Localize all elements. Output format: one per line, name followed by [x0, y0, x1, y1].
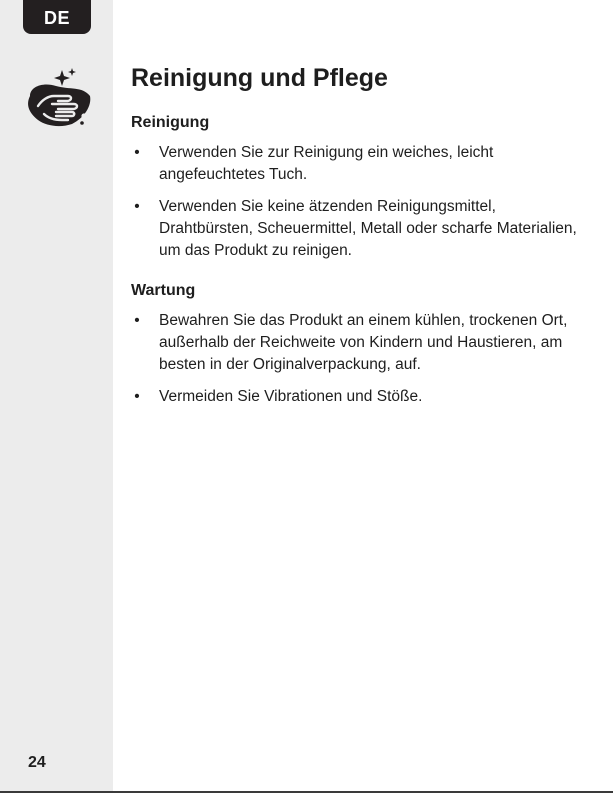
reinigung-list	[131, 142, 591, 262]
page-title: Reinigung und Pflege	[131, 64, 388, 92]
bullet-icon: •	[134, 312, 140, 329]
list-item	[131, 142, 591, 186]
list-item	[131, 310, 591, 376]
list-item	[131, 386, 591, 408]
bullet-icon: •	[134, 144, 140, 161]
bullet-icon: •	[134, 198, 140, 215]
list-item-text: Bewahren Sie das Produkt an einem kühlen, trockenen Ort, außerhalb der Reichweite von Kindern und Haustieren, am besten in der Originalverpackung, auf.	[159, 312, 568, 373]
list-item-text: Vermeiden Sie Vibrationen und Stöße.	[159, 388, 423, 405]
cleaning-hand-icon	[22, 66, 94, 130]
bullet-icon: •	[134, 388, 140, 405]
list-item-text: Verwenden Sie zur Reinigung ein weiches, leicht angefeuchtetes Tuch.	[159, 144, 494, 183]
main-content	[131, 62, 591, 408]
sidebar	[0, 0, 113, 793]
section-heading-reinigung: Reinigung	[131, 114, 210, 131]
list-item-text: Verwenden Sie keine ätzenden Reinigungsmittel, Drahtbürsten, Scheuermittel, Metall oder scharfe Materialien, um das Produkt zu reinigen.	[159, 198, 577, 259]
wartung-list	[131, 310, 591, 408]
section-heading-wartung: Wartung	[131, 282, 196, 299]
language-badge: DE	[23, 0, 91, 34]
page-number: 24	[28, 754, 46, 771]
list-item	[131, 196, 591, 262]
